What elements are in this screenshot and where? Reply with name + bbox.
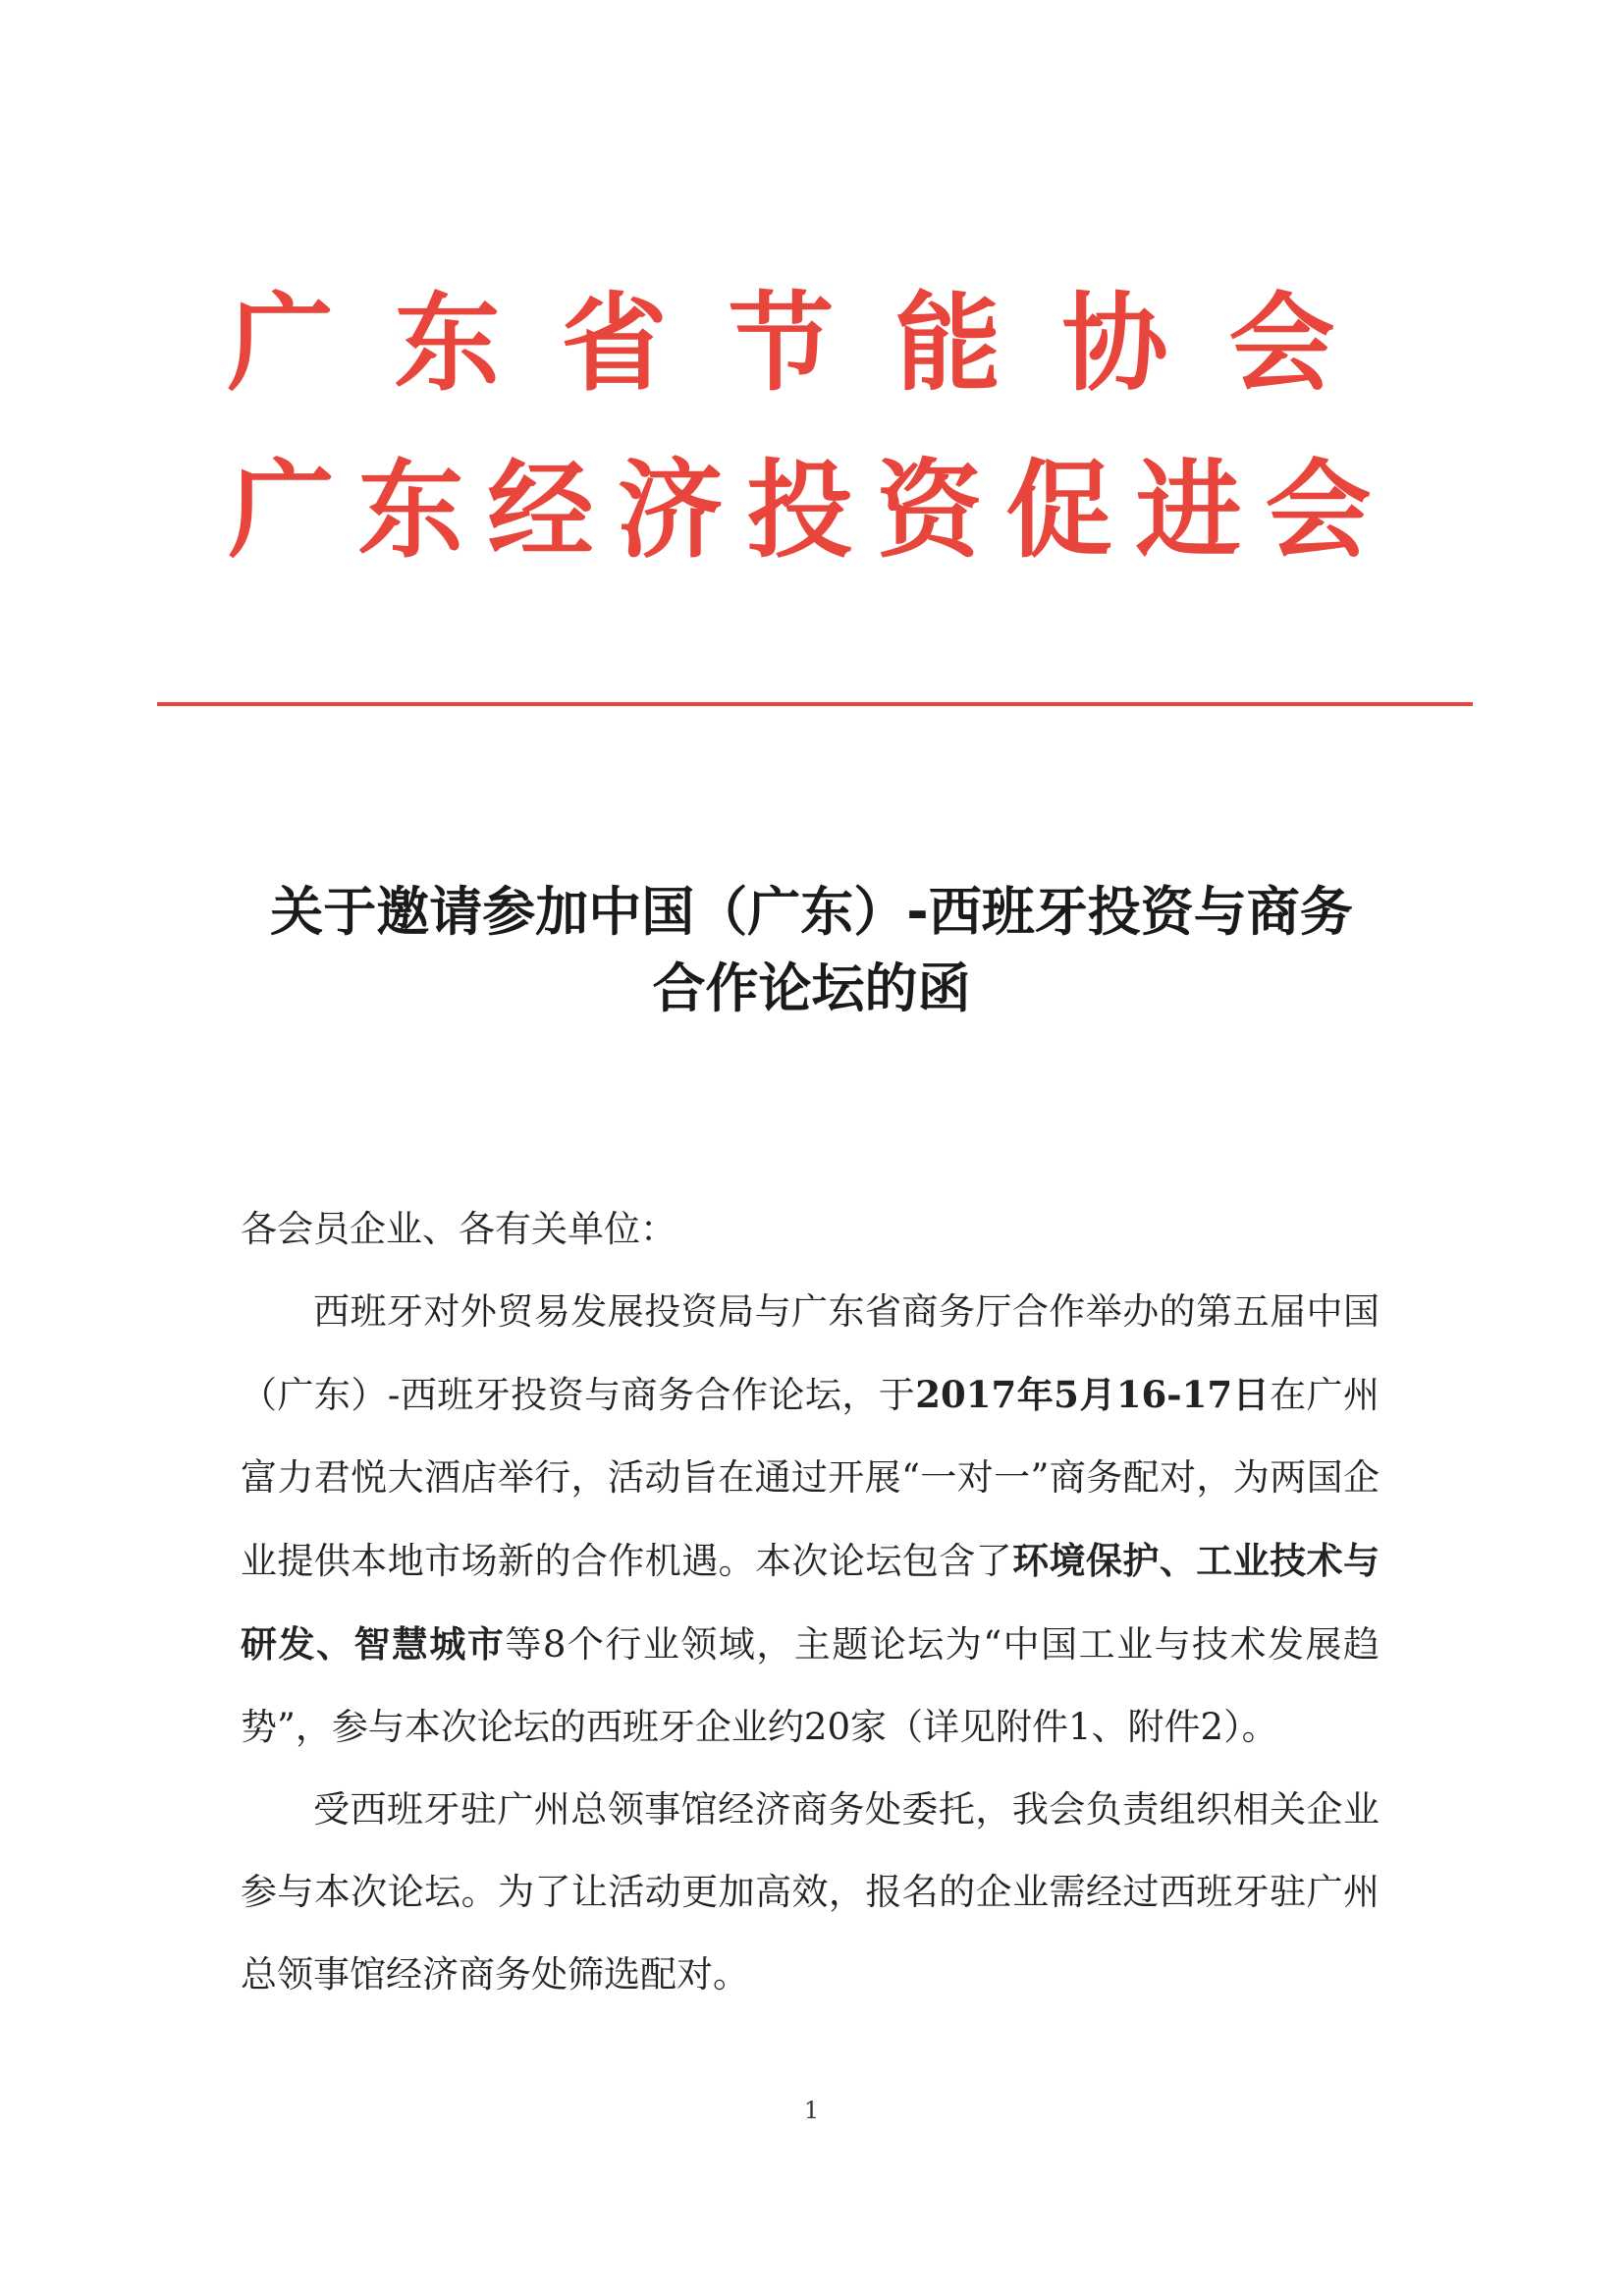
paragraph-1 [241, 1271, 1380, 1769]
letterhead-org-2: 广东经济投资促进会 [228, 449, 1395, 573]
page-number: 1 [803, 2097, 820, 2124]
document-title [196, 874, 1427, 1027]
letterhead-org-1: 广东省节能协会 [227, 282, 1396, 406]
paragraph-1-text-c: 等8个行业领域，主题论坛为“中国工业与技术发展趋势”，参与本次论坛的西班牙企业约20家（详见附件1、附件2）。 [241, 1623, 1380, 1748]
paragraph-1-text-b: 在广州富力君悦大酒店举行，活动旨在通过开展“一对一”商务配对，为两国企业提供本地市场新的合作机遇。本次论坛包含了 [241, 1374, 1380, 1582]
sector-3: 智慧城市 [353, 1622, 506, 1666]
sector-separator-2: 、 [315, 1622, 354, 1666]
event-date: 2017年5月16-17日 [915, 1373, 1271, 1416]
paragraph-2: 受西班牙驻广州总领事馆经济商务处委托，我会负责组织相关企业参与本次论坛。为了让活动更加高效，报名的企业需经过西班牙驻广州总领事馆经济商务处筛选配对。 [241, 1788, 1380, 1995]
sector-separator-1: 、 [1159, 1539, 1197, 1582]
paragraph-1-text-a: 西班牙对外贸易发展投资局与广东省商务厅合作举办的第五届中国（广东）-西班牙投资与商务合作论坛，于 [241, 1290, 1380, 1416]
salutation: 各会员企业、各有关单位： [241, 1208, 676, 1250]
document-title-line-1: 关于邀请参加中国（广东）-西班牙投资与商务 [270, 881, 1353, 943]
sector-2: 工业技术与研发 [241, 1539, 1380, 1666]
sector-1: 环境保护 [1012, 1539, 1160, 1582]
document-body [241, 1188, 1380, 2016]
document-title-line-2: 合作论坛的函 [652, 957, 971, 1019]
letterhead-divider [157, 702, 1473, 706]
